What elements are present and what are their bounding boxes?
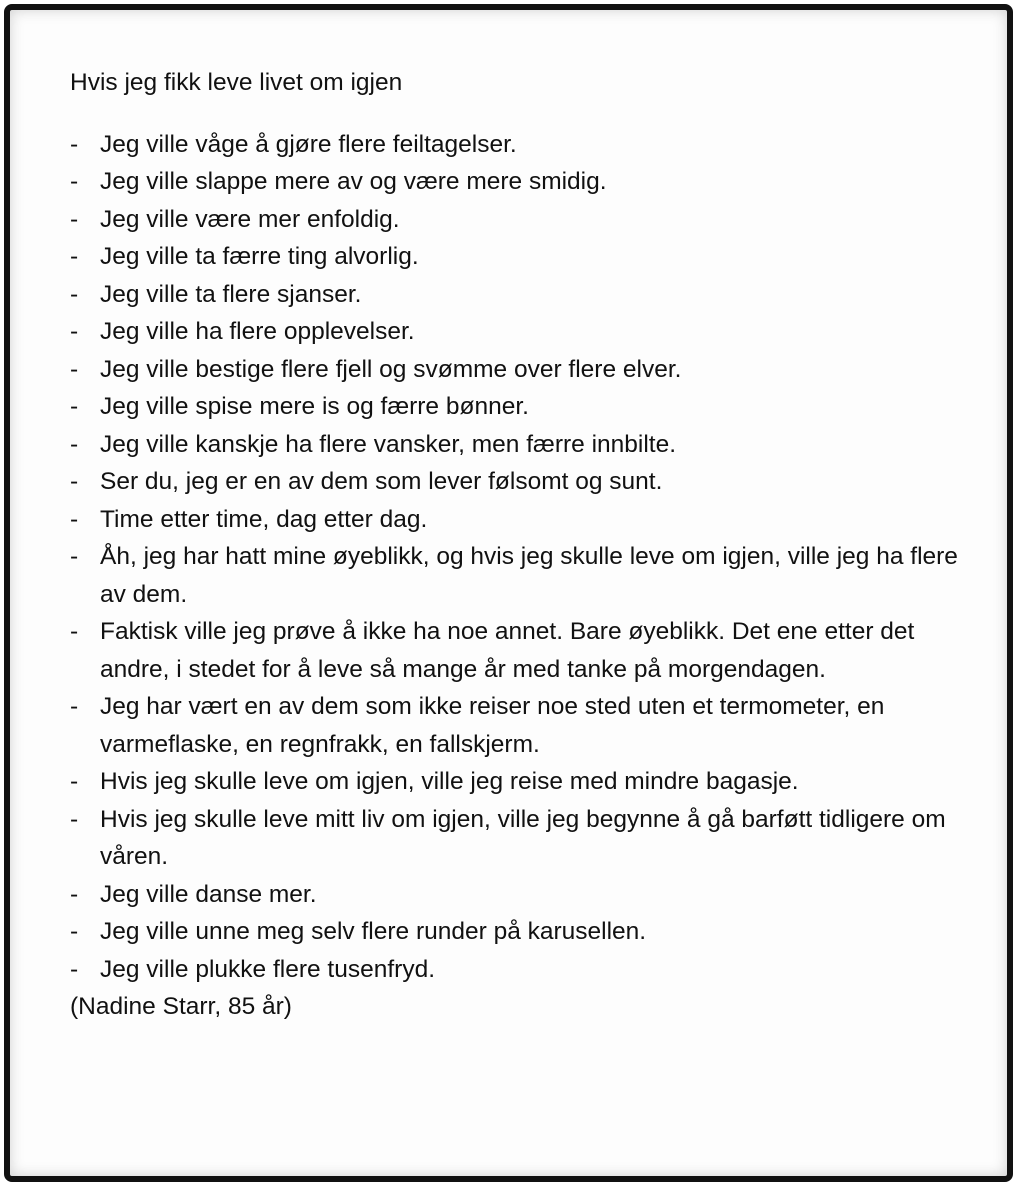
list-item: [70, 876, 970, 914]
dash-bullet: -: [70, 505, 79, 533]
list-item: [70, 463, 970, 501]
list-item-text: Åh, jeg har hatt mine øyeblikk, og hvis jeg skulle leve om igjen, ville jeg ha flere av dem.: [100, 543, 958, 608]
list-item: [70, 163, 970, 201]
list-item-text: Jeg ville ta færre ting alvorlig.: [100, 243, 419, 270]
list-item: [70, 313, 970, 351]
dash-bullet: -: [70, 130, 79, 158]
dash-bullet: -: [70, 468, 79, 495]
dash-bullet: -: [70, 918, 79, 945]
list-item-text: Jeg ville våge å gjøre flere feiltagelser.: [100, 130, 517, 158]
list-item-text: Jeg ville slappe mere av og være mere smidig.: [100, 168, 607, 195]
dash-bullet: -: [70, 693, 79, 720]
list-item-text: Jeg ville bestige flere fjell og svømme over flere elver.: [100, 355, 682, 383]
dash-bullet: -: [70, 280, 79, 308]
dash-bullet: -: [70, 618, 79, 645]
document-content: [70, 64, 970, 1026]
bullet-list: [70, 126, 970, 989]
list-item: [70, 501, 970, 539]
dash-bullet: -: [70, 243, 79, 270]
list-item-text: Jeg ville kanskje ha flere vansker, men færre innbilte.: [100, 430, 677, 458]
list-item: [70, 913, 970, 951]
list-item-text: Jeg har vært en av dem som ikke reiser noe sted uten et termometer, en varmeflaske, en regnfrakk, en fallskjerm.: [100, 693, 885, 758]
dash-bullet: -: [70, 168, 79, 195]
dash-bullet: -: [70, 543, 79, 570]
list-item: [70, 538, 970, 613]
list-item-text: Jeg ville plukke flere tusenfryd.: [100, 955, 435, 983]
dash-bullet: -: [70, 880, 79, 908]
dash-bullet: -: [70, 393, 79, 420]
dash-bullet: -: [70, 805, 79, 833]
list-item: [70, 276, 970, 314]
document-title: Hvis jeg fikk leve livet om igjen: [70, 69, 403, 96]
list-item-text: Jeg ville ta flere sjanser.: [100, 280, 362, 308]
list-item-text: Hvis jeg skulle leve om igjen, ville jeg reise med mindre bagasje.: [100, 768, 799, 795]
document-frame: [4, 4, 1013, 1182]
list-item-text: Jeg ville være mer enfoldig.: [100, 205, 400, 233]
list-item: [70, 763, 970, 801]
list-item-text: Time etter time, dag etter dag.: [100, 505, 428, 533]
dash-bullet: -: [70, 318, 79, 345]
dash-bullet: -: [70, 430, 79, 458]
list-item: [70, 951, 970, 989]
list-item-text: Ser du, jeg er en av dem som lever følsomt og sunt.: [100, 468, 663, 495]
list-item-text: Jeg ville danse mer.: [100, 880, 317, 908]
list-item: [70, 426, 970, 464]
list-item: [70, 688, 970, 763]
list-item-text: Jeg ville unne meg selv flere runder på karusellen.: [100, 918, 647, 945]
list-item: [70, 613, 970, 688]
list-item-text: Faktisk ville jeg prøve å ikke ha noe annet. Bare øyeblikk. Det ene etter det andre, i stedet for å leve så mange år med tanke på morgendagen.: [100, 618, 915, 683]
signature: (Nadine Starr, 85 år): [70, 993, 292, 1020]
list-item: [70, 238, 970, 276]
list-item: [70, 201, 970, 239]
dash-bullet: -: [70, 768, 79, 795]
list-item: [70, 801, 970, 876]
list-item: [70, 388, 970, 426]
list-item-text: Jeg ville ha flere opplevelser.: [100, 318, 415, 345]
list-item: [70, 351, 970, 389]
dash-bullet: -: [70, 955, 79, 983]
dash-bullet: -: [70, 205, 79, 233]
list-item: [70, 126, 970, 164]
dash-bullet: -: [70, 355, 79, 383]
list-item-text: Hvis jeg skulle leve mitt liv om igjen, ville jeg begynne å gå barføtt tidligere om våren.: [100, 805, 946, 870]
list-item-text: Jeg ville spise mere is og færre bønner.: [100, 393, 529, 420]
